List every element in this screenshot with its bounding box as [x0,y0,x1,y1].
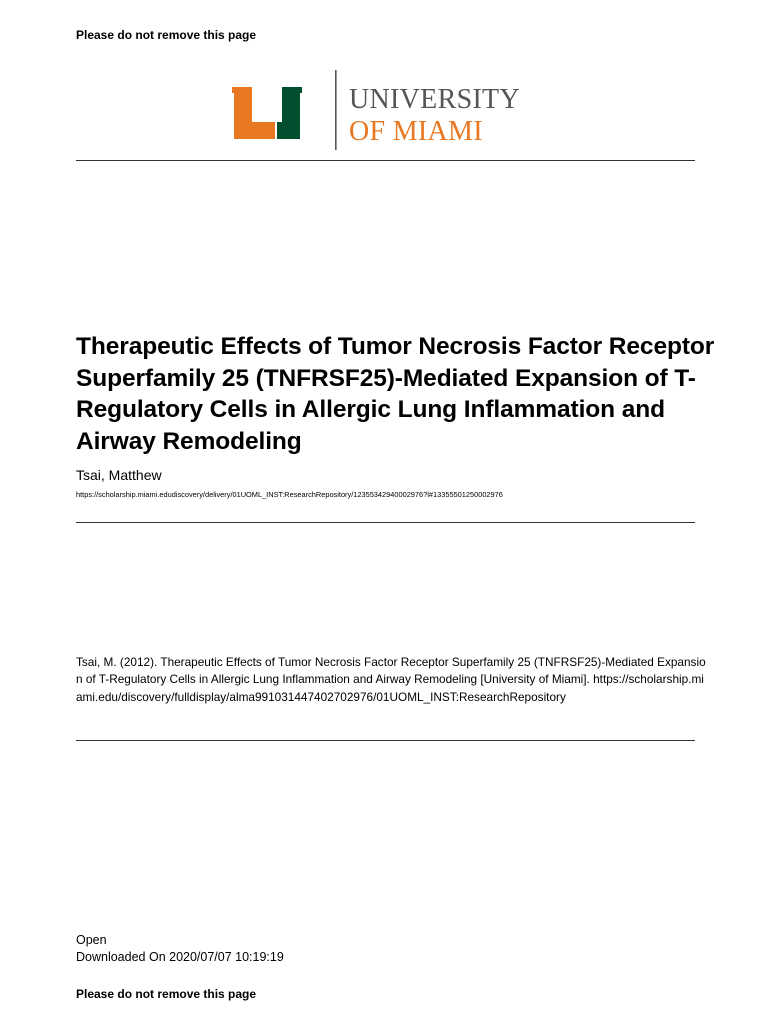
logo-u-green [277,87,300,139]
author-name: Tsai, Matthew [76,467,162,483]
access-status [76,932,284,965]
divider-middle [76,522,695,523]
access-label: Open [76,933,107,947]
divider-bottom [76,740,695,741]
logo-u-orange [234,87,275,139]
logo-text-university: UNIVERSITY [349,84,520,115]
top-notice: Please do not remove this page [76,28,257,42]
logo-text-of-miami: OF MIAMI [349,116,483,147]
download-timestamp: Downloaded On 2020/07/07 10:19:19 [76,949,284,964]
divider-top [76,160,695,161]
university-of-miami-logo [232,70,552,150]
citation-text: Tsai, M. (2012). Therapeutic Effects of Tumor Necrosis Factor Receptor Superfamily 25 (TNFRSF25)-Mediated Expansion of T-Regulatory Cells in Allergic Lung Inflammation and Airway Remodeling [University of Miami]. https://scholarship.miami.edu/discovery/fulldisplay/alma991031447402702976/01UOML_INST:ResearchRepository [76,655,706,704]
paper-title: Therapeutic Effects of Tumor Necrosis Factor Receptor Superfamily 25 (TNFRSF25)-Mediated Expansion of T-Regulatory Cells in Allergic Lung Inflammation and Airway Remodeling [76,333,715,455]
bottom-notice: Please do not remove this page [76,987,257,1001]
delivery-link[interactable]: https://scholarship.miami.edudiscovery/delivery/01UOML_INST:ResearchRepository/12355342940002976?l#13355501250002976 [76,490,503,499]
